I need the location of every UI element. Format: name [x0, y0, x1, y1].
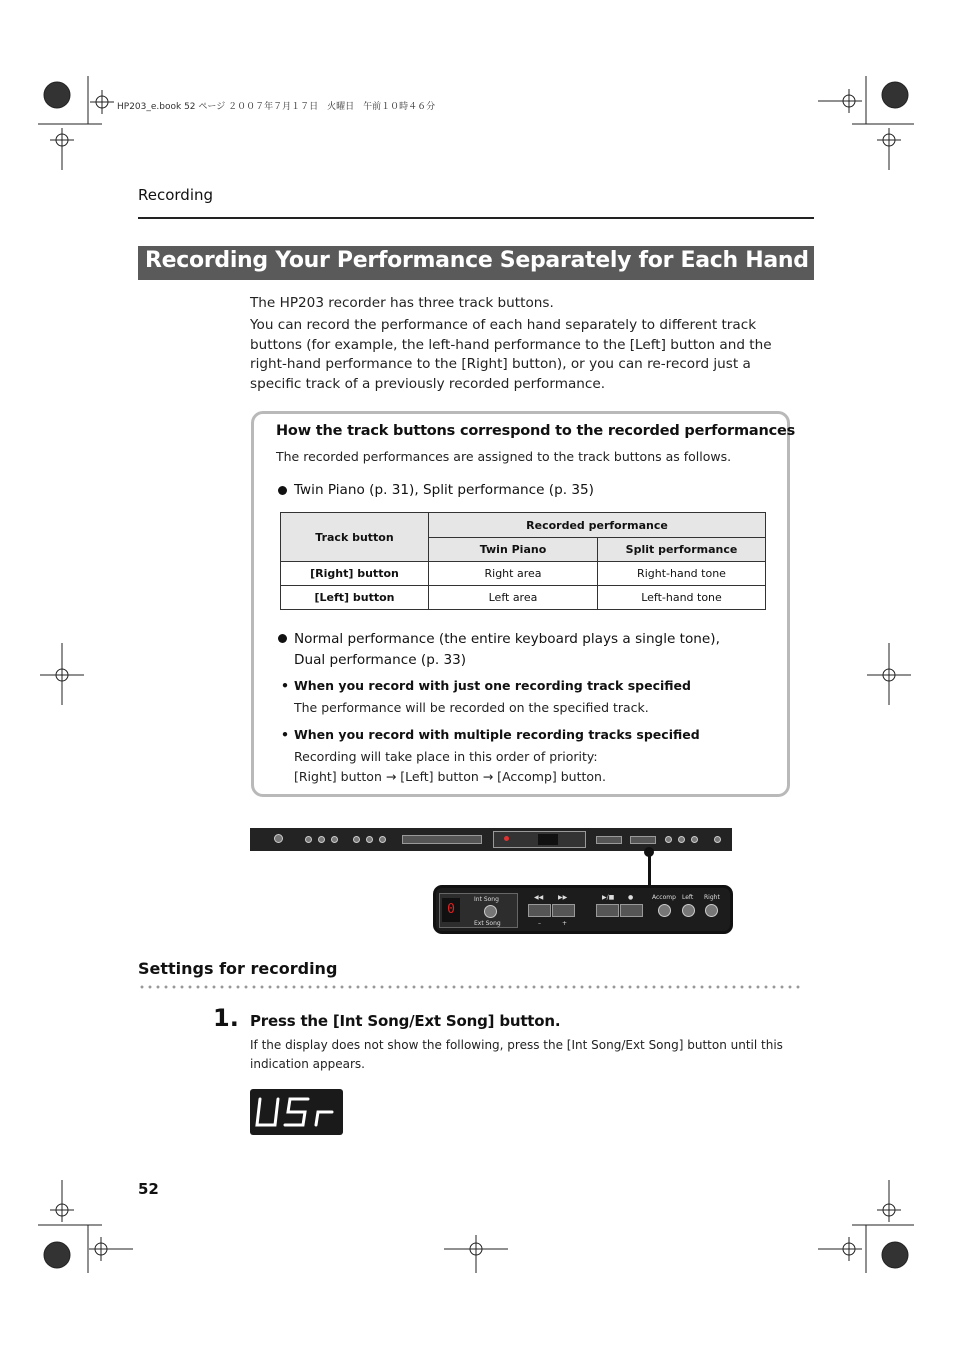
table-row [281, 586, 766, 610]
sub-2-title: When you record with multiple recording tracks specified [294, 727, 700, 742]
dotted-rule [138, 985, 804, 989]
sub-1-text: The performance will be recorded on the specified track. [294, 700, 649, 715]
cell-split: Right-hand tone [598, 562, 766, 586]
step-number: 1. [213, 1004, 239, 1032]
table-row [281, 562, 766, 586]
header-rule [138, 217, 814, 219]
info-box-title: How the track buttons correspond to the recorded performances [276, 423, 796, 439]
knob-icon [318, 836, 325, 843]
int-song-ext-song-button[interactable] [484, 905, 497, 918]
ext-song-label: Ext Song [474, 920, 501, 927]
header-track-button: Track button [281, 513, 429, 562]
mini-display-icon [538, 834, 558, 845]
knob-icon [305, 836, 312, 843]
plus-label: + [562, 920, 568, 927]
cell-button: [Left] button [281, 586, 429, 610]
header-recorded-performance: Recorded performance [429, 513, 766, 538]
step-description: If the display does not show the following, press the [Int Song/Ext Song] button until this indication appears. [250, 1038, 783, 1071]
knob-icon [366, 836, 373, 843]
left-label: Left [682, 894, 694, 901]
knob-icon [665, 836, 672, 843]
rec-led-icon [504, 836, 509, 841]
play-stop-icon: ▶/■ [602, 894, 615, 901]
bullet-twin-split: Twin Piano (p. 31), Split performance (p. 35) [294, 482, 594, 498]
cell-split: Left-hand tone [598, 586, 766, 610]
knob-icon [353, 836, 360, 843]
book-meta-line: HP203_e.book 52 ページ ２００７年７月１７日 火曜日 午前１０時４６分 [117, 102, 436, 112]
sub-2-text-1: Recording will take place in this order of priority: [294, 749, 598, 764]
header-twin-piano: Twin Piano [429, 538, 598, 562]
display-text [0, 0, 1, 1]
led-display-icon: 0 [442, 898, 460, 922]
right-label: Right [704, 894, 720, 901]
header-split-performance: Split performance [598, 538, 766, 562]
rec-icon: ● [628, 894, 634, 901]
knob-icon [691, 836, 698, 843]
bullet-icon [278, 486, 287, 495]
cell-button: [Right] button [281, 562, 429, 586]
cell-twin: Right area [429, 562, 598, 586]
left-button[interactable] [682, 904, 695, 917]
rec-button[interactable] [620, 904, 643, 917]
intro-paragraph-2: You can record the performance of each hand separately to different track buttons (for example, the left-hand performance to the [Left] button and the right-hand performance to the [Right] button), or you can re-record just a specific track of a previously recorded performance. [250, 317, 772, 392]
section-title-bar [138, 246, 814, 280]
transport-buttons-icon [630, 836, 656, 844]
callout-dot-icon [644, 847, 654, 857]
sub-bullet-icon: • [281, 727, 289, 742]
bullet-icon [278, 634, 287, 643]
sub-2-text-2: [Right] button → [Left] button → [Accomp] button. [294, 769, 606, 784]
rewind-icon: ◀◀ [534, 894, 544, 901]
settings-heading: Settings for recording [138, 959, 338, 978]
running-header: Recording [138, 186, 214, 204]
minus-label: – [538, 920, 541, 927]
info-box-subtitle: The recorded performances are assigned to the track buttons as follows. [276, 449, 732, 464]
transport-buttons-icon [596, 836, 622, 844]
int-song-label: Int Song [474, 896, 499, 903]
intro-paragraph-1: The HP203 recorder has three track buttons. [250, 295, 554, 311]
sub-bullet-icon: • [281, 678, 289, 693]
play-stop-button[interactable] [596, 904, 619, 917]
accomp-label: Accomp [652, 894, 676, 901]
knob-icon [331, 836, 338, 843]
sub-1-title: When you record with just one recording track specified [294, 678, 691, 693]
accomp-button[interactable] [658, 904, 671, 917]
seven-segment-icon [250, 1089, 343, 1135]
fast-forward-button[interactable] [552, 904, 575, 917]
right-button[interactable] [705, 904, 718, 917]
knob-icon [379, 836, 386, 843]
tone-buttons-icon [402, 835, 482, 844]
lcd-display [250, 1089, 343, 1135]
track-table [280, 512, 766, 610]
step-title: Press the [Int Song/Ext Song] button. [250, 1012, 561, 1030]
fast-forward-icon: ▶▶ [558, 894, 568, 901]
section-title: Recording Your Performance Separately for Each Hand [145, 248, 809, 273]
rewind-button[interactable] [528, 904, 551, 917]
control-panel-image [250, 828, 732, 851]
cell-twin: Left area [429, 586, 598, 610]
volume-knob-icon [274, 834, 283, 843]
knob-icon [678, 836, 685, 843]
page-number: 52 [138, 1180, 159, 1198]
knob-icon [714, 836, 721, 843]
recorder-panel-zoom [433, 885, 733, 934]
bullet-normal-dual: Normal performance (the entire keyboard plays a single tone), Dual performance (p. 33) [294, 631, 720, 668]
